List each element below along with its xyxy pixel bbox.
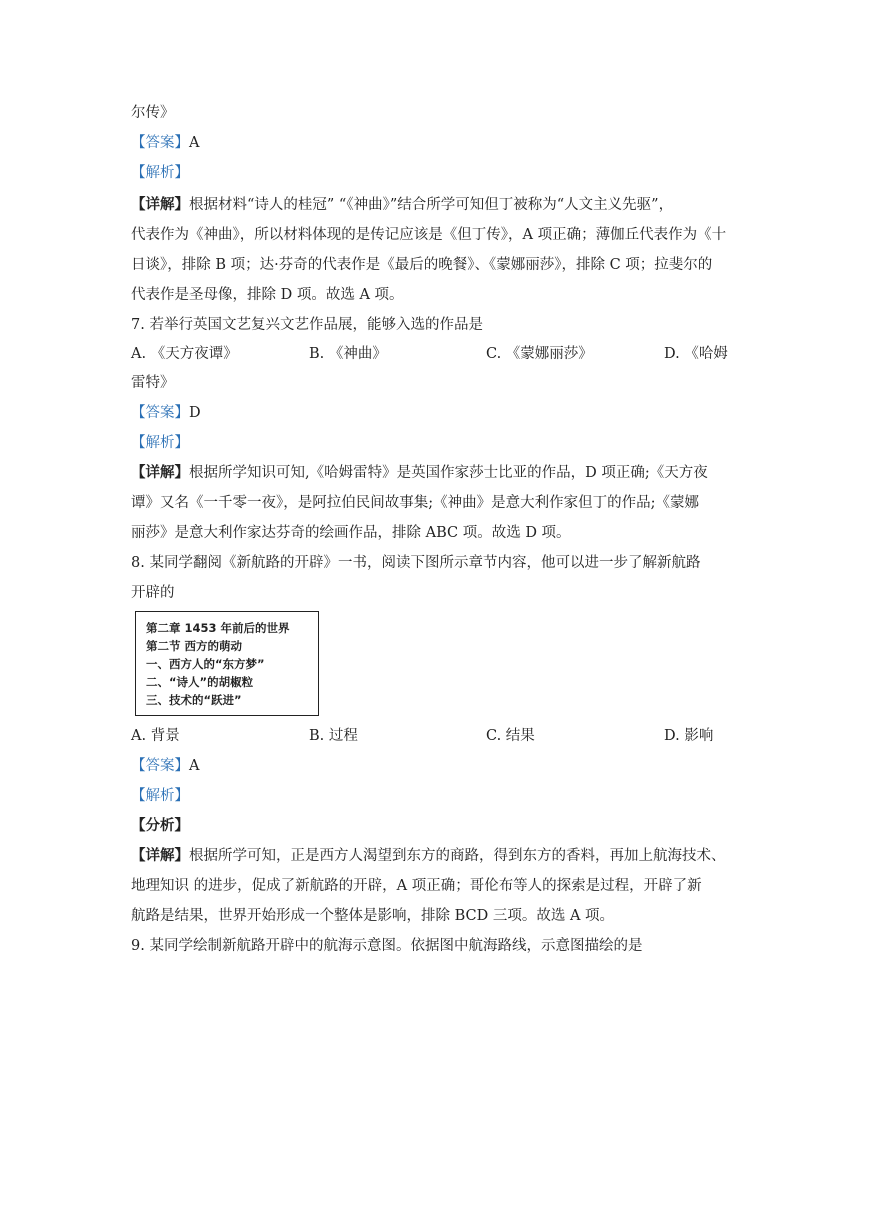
detail-tag: 【详解】 <box>131 464 189 481</box>
q6-detail-line-2: 代表作为《神曲》，所以材料体现的是传记应该是《但丁传》，A 项正确；薄伽丘代表作为《十 <box>131 227 727 243</box>
answer-tag: 【答案】 <box>131 405 189 421</box>
figure-line-3: 一、西方人的“东方梦” <box>146 657 265 671</box>
q6-answer <box>131 133 199 153</box>
q6-detail-line-3: 日谈》，排除 B 项；达·芬奇的代表作是《最后的晚餐》、《蒙娜丽莎》，排除 C 项；拉斐尔的 <box>131 257 713 273</box>
q7-detail-line-2: 谭》又名《一千零一夜》，是阿拉伯民间故事集;《神曲》是意大利作家但丁的作品;《蒙娜 <box>131 495 700 511</box>
detail-tag: 【详解】 <box>131 847 189 864</box>
q7-option-b: B. 《神曲》 <box>309 346 387 362</box>
answer-tag: 【答案】 <box>131 758 189 774</box>
q8-option-d: D. 影响 <box>664 728 714 744</box>
q8-detail-line-2: 地理知识 的进步，促成了新航路的开辟，A 项正确；哥伦布等人的探索是过程，开辟了新 <box>131 878 702 894</box>
q7-analysis-tag: 【解析】 <box>131 435 189 451</box>
q8-stem-line-1: 8. 某同学翻阅《新航路的开辟》一书，阅读下图所示章节内容，他可以进一步了解新航路 <box>131 555 701 571</box>
q6-detail-line-4: 代表作是圣母像，排除 D 项。故选 A 项。 <box>131 287 404 303</box>
q7-stem: 7. 若举行英国文艺复兴文艺作品展，能够入选的作品是 <box>131 317 483 333</box>
q7-option-c: C. 《蒙娜丽莎》 <box>486 346 593 362</box>
q8-option-a: A. 背景 <box>131 728 180 744</box>
q7-option-a: A. 《天方夜谭》 <box>131 346 238 362</box>
q8-answer <box>131 756 199 776</box>
q6-analysis-tag: 【解析】 <box>131 165 189 181</box>
q8-analysis-tag: 【解析】 <box>131 788 189 804</box>
q7-option-wrap: 雷特》 <box>131 375 175 391</box>
q8-option-c: C. 结果 <box>486 728 535 744</box>
figure-line-5: 三、技术的“跃进” <box>146 693 242 707</box>
answer-value: D <box>189 405 201 421</box>
q9-stem: 9. 某同学绘制新航路开辟中的航海示意图。依据图中航海路线，示意图描绘的是 <box>131 938 643 954</box>
answer-tag: 【答案】 <box>131 135 189 151</box>
answer-value: A <box>189 135 200 151</box>
q8-option-b: B. 过程 <box>309 728 358 744</box>
q8-fenxi-tag: 【分析】 <box>131 817 189 834</box>
q8-detail-line-3: 航路是结果，世界开始形成一个整体是影响，排除 BCD 三项。故选 A 项。 <box>131 908 615 924</box>
answer-value: A <box>189 758 200 774</box>
figure-line-2: 第二节 西方的萌动 <box>146 639 243 653</box>
q8-stem-line-2: 开辟的 <box>131 585 175 601</box>
figure-line-1: 第二章 1453 年前后的世界 <box>146 621 290 635</box>
q8-detail-line-1: 【详解】根据所学可知，正是西方人渴望到东方的商路，得到东方的香料，再加上航海技术、 <box>131 847 726 864</box>
q7-answer <box>131 403 201 423</box>
figure-line-4: 二、“诗人”的胡椒粒 <box>146 675 254 689</box>
q7-detail-line-1: 【详解】根据所学知识可知,《哈姆雷特》是英国作家莎士比亚的作品，D 项正确;《天方夜 <box>131 464 708 481</box>
q6-tail: 尔传》 <box>131 105 175 121</box>
q7-option-d: D. 《哈姆 <box>664 346 728 362</box>
q6-detail-line-1: 【详解】根据材料“诗人的桂冠” “《神曲》”结合所学可知但丁被称为“人文主义先驱”， <box>131 196 674 213</box>
chapter-outline-figure <box>135 611 319 716</box>
detail-tag: 【详解】 <box>131 196 189 213</box>
q7-detail-line-3: 丽莎》是意大利作家达芬奇的绘画作品，排除 ABC 项。故选 D 项。 <box>131 525 571 541</box>
